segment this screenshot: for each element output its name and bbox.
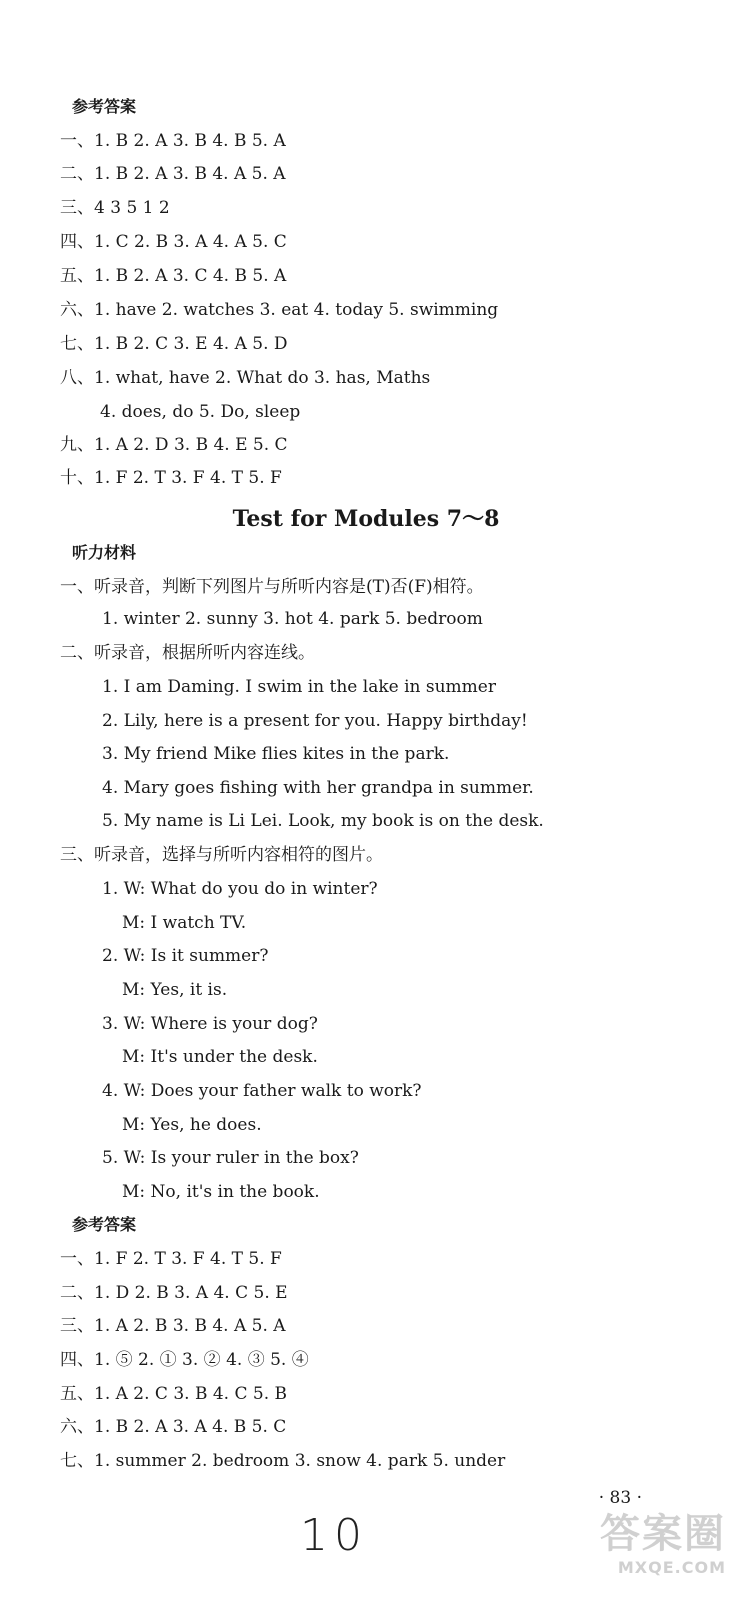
listening-line: 1. I am Daming. I swim in the lake in summer bbox=[102, 677, 496, 697]
answer-line: 一、1. B 2. A 3. B 4. B 5. A bbox=[60, 131, 286, 151]
answer-line: 五、1. B 2. A 3. C 4. B 5. A bbox=[60, 266, 287, 286]
listening-heading: 听力材料 bbox=[72, 543, 137, 562]
answer-line: 四、1. C 2. B 3. A 4. A 5. C bbox=[60, 232, 287, 252]
listening-line: 3. My friend Mike flies kites in the park. bbox=[102, 744, 450, 764]
answer-line: 一、1. F 2. T 3. F 4. T 5. F bbox=[60, 1249, 282, 1269]
listening-line: 4. Mary goes fishing with her grandpa in summer. bbox=[102, 778, 534, 798]
listening-line: M: Yes, he does. bbox=[122, 1115, 262, 1135]
answer-line: 4. does, do 5. Do, sleep bbox=[100, 402, 301, 422]
listening-line: 1. W: What do you do in winter? bbox=[102, 879, 378, 899]
listening-line: M: Yes, it is. bbox=[122, 980, 228, 1000]
answer-line: 七、1. summer 2. bedroom 3. snow 4. park 5. under bbox=[60, 1451, 506, 1471]
answer-line: 三、4 3 5 1 2 bbox=[60, 198, 170, 218]
listening-line: 4. W: Does your father walk to work? bbox=[102, 1081, 422, 1101]
listening-line: 3. W: Where is your dog? bbox=[102, 1014, 318, 1034]
listening-line: 二、听录音，根据所听内容连线。 bbox=[60, 643, 315, 663]
answer-line: 四、1. ⑤ 2. ① 3. ② 4. ③ 5. ④ bbox=[60, 1350, 309, 1370]
listening-line: 三、听录音，选择与所听内容相符的图片。 bbox=[60, 845, 383, 865]
listening-line: M: No, it's in the book. bbox=[122, 1182, 320, 1202]
listening-line: M: It's under the desk. bbox=[122, 1047, 318, 1067]
answer-line: 五、1. A 2. C 3. B 4. C 5. B bbox=[60, 1384, 288, 1404]
answer-line: 三、1. A 2. B 3. B 4. A 5. A bbox=[60, 1316, 286, 1336]
watermark-url: MXQE.COM bbox=[617, 1558, 726, 1577]
answer-heading-1: 参考答案 bbox=[72, 97, 137, 116]
listening-line: M: I watch TV. bbox=[122, 913, 247, 933]
answer-heading-2: 参考答案 bbox=[72, 1215, 137, 1234]
listening-line: 一、听录音，判断下列图片与所听内容是(T)否(F)相符。 bbox=[60, 577, 484, 597]
listening-line: 5. W: Is your ruler in the box? bbox=[102, 1148, 359, 1168]
listening-line: 1. winter 2. sunny 3. hot 4. park 5. bedroom bbox=[102, 609, 483, 629]
watermark-text: 答案圈 bbox=[600, 1511, 726, 1557]
listening-line: 2. W: Is it summer? bbox=[102, 946, 269, 966]
test-title: Test for Modules 7～8 bbox=[232, 506, 500, 532]
listening-line: 5. My name is Li Lei. Look, my book is on the desk. bbox=[102, 811, 544, 831]
watermark-logo bbox=[556, 1510, 726, 1592]
page-number: · 83 · bbox=[598, 1488, 642, 1508]
answer-line: 二、1. D 2. B 3. A 4. C 5. E bbox=[60, 1283, 288, 1303]
listening-line: 2. Lily, here is a present for you. Happy birthday! bbox=[102, 711, 528, 731]
answer-line: 七、1. B 2. C 3. E 4. A 5. D bbox=[60, 334, 288, 354]
answer-line: 六、1. have 2. watches 3. eat 4. today 5. swimming bbox=[60, 300, 499, 320]
answer-line: 六、1. B 2. A 3. A 4. B 5. C bbox=[60, 1417, 287, 1437]
answer-line: 二、1. B 2. A 3. B 4. A 5. A bbox=[60, 164, 286, 184]
answer-line: 九、1. A 2. D 3. B 4. E 5. C bbox=[60, 435, 288, 455]
handwritten-mark: 10 bbox=[300, 1510, 368, 1561]
answer-line: 八、1. what, have 2. What do 3. has, Maths bbox=[60, 368, 431, 388]
answer-line: 十、1. F 2. T 3. F 4. T 5. F bbox=[60, 468, 282, 488]
